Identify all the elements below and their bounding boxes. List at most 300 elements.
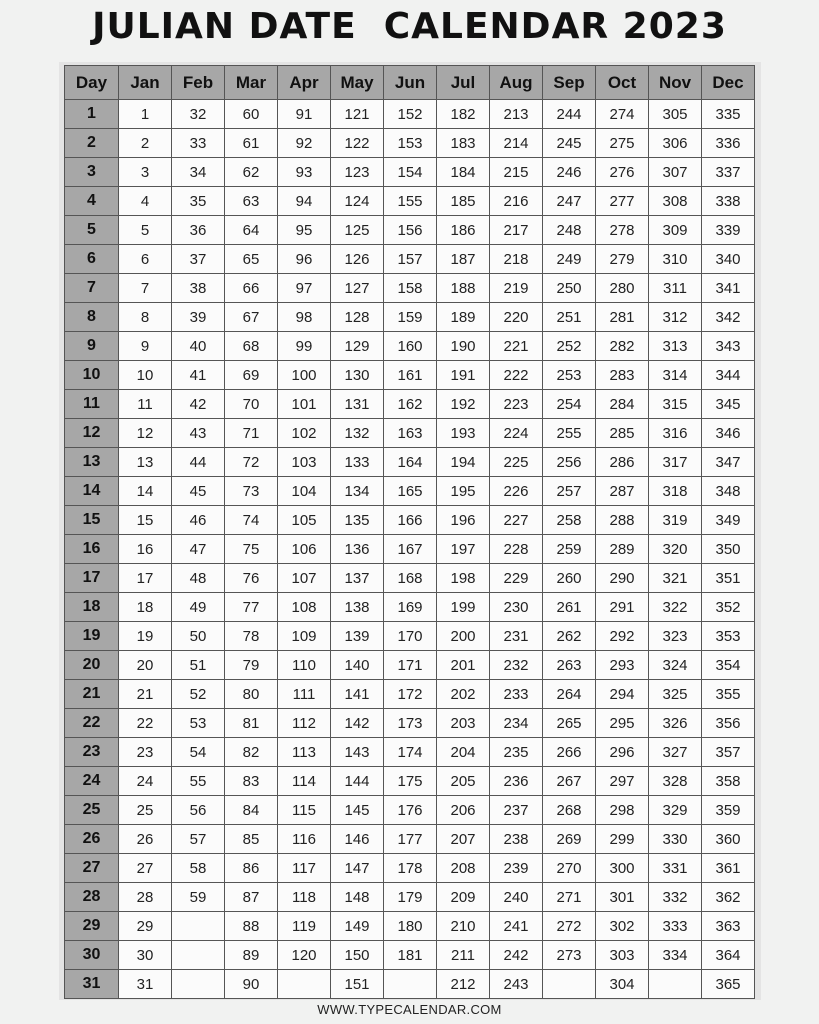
julian-day-cell: 62 — [225, 158, 278, 187]
julian-day-cell: 187 — [437, 245, 490, 274]
julian-day-cell: 290 — [596, 564, 649, 593]
julian-day-cell: 232 — [490, 651, 543, 680]
julian-day-cell: 279 — [596, 245, 649, 274]
julian-day-cell: 86 — [225, 854, 278, 883]
julian-day-cell: 353 — [702, 622, 755, 651]
julian-day-cell: 333 — [649, 912, 702, 941]
julian-day-cell: 174 — [384, 738, 437, 767]
julian-day-cell: 107 — [278, 564, 331, 593]
julian-day-cell: 257 — [543, 477, 596, 506]
julian-day-cell: 128 — [331, 303, 384, 332]
julian-day-cell: 100 — [278, 361, 331, 390]
julian-day-cell: 69 — [225, 361, 278, 390]
julian-day-cell: 3 — [119, 158, 172, 187]
julian-day-cell: 73 — [225, 477, 278, 506]
julian-day-cell: 276 — [596, 158, 649, 187]
table-row — [65, 332, 755, 361]
julian-day-cell: 207 — [437, 825, 490, 854]
julian-day-cell: 219 — [490, 274, 543, 303]
julian-day-cell: 230 — [490, 593, 543, 622]
julian-day-cell: 95 — [278, 216, 331, 245]
julian-day-cell: 115 — [278, 796, 331, 825]
julian-day-cell: 339 — [702, 216, 755, 245]
julian-day-cell: 18 — [119, 593, 172, 622]
julian-day-cell: 171 — [384, 651, 437, 680]
julian-day-cell: 145 — [331, 796, 384, 825]
day-number-cell: 11 — [65, 390, 119, 419]
julian-day-cell: 365 — [702, 970, 755, 999]
table-row — [65, 448, 755, 477]
julian-day-cell: 23 — [119, 738, 172, 767]
julian-day-cell: 303 — [596, 941, 649, 970]
julian-day-cell: 82 — [225, 738, 278, 767]
julian-day-cell: 39 — [172, 303, 225, 332]
julian-day-cell: 340 — [702, 245, 755, 274]
table-row — [65, 419, 755, 448]
julian-day-cell: 177 — [384, 825, 437, 854]
julian-day-cell: 72 — [225, 448, 278, 477]
julian-day-cell: 190 — [437, 332, 490, 361]
julian-day-cell: 123 — [331, 158, 384, 187]
julian-day-cell: 87 — [225, 883, 278, 912]
table-row — [65, 738, 755, 767]
julian-day-cell: 175 — [384, 767, 437, 796]
day-number-cell: 4 — [65, 187, 119, 216]
julian-day-cell: 305 — [649, 100, 702, 129]
table-row — [65, 622, 755, 651]
julian-day-cell: 252 — [543, 332, 596, 361]
day-number-cell: 14 — [65, 477, 119, 506]
julian-day-cell: 216 — [490, 187, 543, 216]
julian-day-cell: 217 — [490, 216, 543, 245]
julian-day-cell: 104 — [278, 477, 331, 506]
julian-day-cell: 138 — [331, 593, 384, 622]
julian-day-cell: 301 — [596, 883, 649, 912]
day-number-cell: 12 — [65, 419, 119, 448]
julian-day-cell: 282 — [596, 332, 649, 361]
julian-day-cell: 146 — [331, 825, 384, 854]
julian-day-cell: 135 — [331, 506, 384, 535]
julian-day-cell: 360 — [702, 825, 755, 854]
header-day: Day — [65, 66, 119, 100]
day-number-cell: 21 — [65, 680, 119, 709]
julian-day-cell: 80 — [225, 680, 278, 709]
julian-day-cell: 112 — [278, 709, 331, 738]
table-row — [65, 941, 755, 970]
julian-day-cell: 362 — [702, 883, 755, 912]
julian-day-cell: 295 — [596, 709, 649, 738]
julian-day-cell: 220 — [490, 303, 543, 332]
julian-day-cell: 162 — [384, 390, 437, 419]
julian-day-cell: 103 — [278, 448, 331, 477]
julian-day-cell: 21 — [119, 680, 172, 709]
julian-day-cell: 111 — [278, 680, 331, 709]
julian-day-cell: 4 — [119, 187, 172, 216]
julian-day-cell: 321 — [649, 564, 702, 593]
julian-day-cell: 83 — [225, 767, 278, 796]
julian-day-cell: 60 — [225, 100, 278, 129]
julian-day-cell: 182 — [437, 100, 490, 129]
header-month: Sep — [543, 66, 596, 100]
julian-day-cell: 52 — [172, 680, 225, 709]
julian-day-cell: 101 — [278, 390, 331, 419]
julian-day-cell: 222 — [490, 361, 543, 390]
julian-day-cell: 289 — [596, 535, 649, 564]
julian-day-cell: 308 — [649, 187, 702, 216]
julian-day-cell: 348 — [702, 477, 755, 506]
julian-day-cell: 259 — [543, 535, 596, 564]
julian-day-cell: 235 — [490, 738, 543, 767]
julian-day-cell: 243 — [490, 970, 543, 999]
julian-day-cell: 25 — [119, 796, 172, 825]
julian-day-cell: 323 — [649, 622, 702, 651]
julian-day-cell: 300 — [596, 854, 649, 883]
julian-day-cell: 265 — [543, 709, 596, 738]
table-row — [65, 129, 755, 158]
julian-day-cell: 302 — [596, 912, 649, 941]
julian-day-cell: 186 — [437, 216, 490, 245]
julian-day-cell: 137 — [331, 564, 384, 593]
julian-day-cell: 352 — [702, 593, 755, 622]
julian-day-cell: 338 — [702, 187, 755, 216]
day-number-cell: 7 — [65, 274, 119, 303]
julian-day-cell: 343 — [702, 332, 755, 361]
julian-day-cell: 345 — [702, 390, 755, 419]
julian-day-cell: 46 — [172, 506, 225, 535]
julian-day-cell: 66 — [225, 274, 278, 303]
julian-day-cell: 85 — [225, 825, 278, 854]
julian-day-cell: 347 — [702, 448, 755, 477]
julian-day-cell: 94 — [278, 187, 331, 216]
julian-day-cell: 278 — [596, 216, 649, 245]
julian-day-cell: 34 — [172, 158, 225, 187]
table-row — [65, 854, 755, 883]
julian-day-cell: 277 — [596, 187, 649, 216]
julian-day-cell: 184 — [437, 158, 490, 187]
julian-day-cell: 327 — [649, 738, 702, 767]
table-row — [65, 564, 755, 593]
julian-day-cell: 233 — [490, 680, 543, 709]
julian-day-cell: 117 — [278, 854, 331, 883]
julian-day-cell: 176 — [384, 796, 437, 825]
julian-day-cell: 311 — [649, 274, 702, 303]
day-number-cell: 26 — [65, 825, 119, 854]
julian-day-cell: 225 — [490, 448, 543, 477]
julian-day-cell: 26 — [119, 825, 172, 854]
julian-day-cell: 163 — [384, 419, 437, 448]
julian-day-cell: 38 — [172, 274, 225, 303]
table-row — [65, 767, 755, 796]
julian-day-cell: 227 — [490, 506, 543, 535]
julian-day-cell: 106 — [278, 535, 331, 564]
julian-day-cell: 332 — [649, 883, 702, 912]
julian-day-cell: 359 — [702, 796, 755, 825]
julian-day-cell: 263 — [543, 651, 596, 680]
julian-day-cell: 272 — [543, 912, 596, 941]
julian-day-cell: 68 — [225, 332, 278, 361]
julian-day-cell: 208 — [437, 854, 490, 883]
julian-day-cell: 17 — [119, 564, 172, 593]
julian-day-cell: 71 — [225, 419, 278, 448]
julian-day-cell — [172, 970, 225, 999]
day-number-cell: 15 — [65, 506, 119, 535]
julian-day-cell: 29 — [119, 912, 172, 941]
julian-day-cell: 284 — [596, 390, 649, 419]
julian-day-cell: 241 — [490, 912, 543, 941]
header-month: Apr — [278, 66, 331, 100]
julian-day-cell: 169 — [384, 593, 437, 622]
julian-day-cell: 325 — [649, 680, 702, 709]
julian-day-cell: 256 — [543, 448, 596, 477]
julian-day-cell: 129 — [331, 332, 384, 361]
julian-day-cell: 139 — [331, 622, 384, 651]
julian-day-cell — [172, 941, 225, 970]
julian-day-cell: 344 — [702, 361, 755, 390]
julian-day-cell: 331 — [649, 854, 702, 883]
julian-day-cell: 116 — [278, 825, 331, 854]
julian-day-cell: 64 — [225, 216, 278, 245]
julian-day-cell: 240 — [490, 883, 543, 912]
julian-day-cell: 179 — [384, 883, 437, 912]
julian-day-cell: 48 — [172, 564, 225, 593]
julian-day-cell: 6 — [119, 245, 172, 274]
julian-day-cell: 75 — [225, 535, 278, 564]
julian-day-cell: 200 — [437, 622, 490, 651]
julian-day-cell: 318 — [649, 477, 702, 506]
julian-day-cell: 170 — [384, 622, 437, 651]
day-number-cell: 20 — [65, 651, 119, 680]
julian-day-cell: 258 — [543, 506, 596, 535]
julian-day-cell: 246 — [543, 158, 596, 187]
julian-day-cell: 296 — [596, 738, 649, 767]
julian-day-cell: 236 — [490, 767, 543, 796]
julian-day-cell: 161 — [384, 361, 437, 390]
julian-day-cell: 88 — [225, 912, 278, 941]
julian-day-cell: 316 — [649, 419, 702, 448]
julian-day-cell: 59 — [172, 883, 225, 912]
table-row — [65, 680, 755, 709]
julian-day-cell: 28 — [119, 883, 172, 912]
day-number-cell: 29 — [65, 912, 119, 941]
julian-day-cell: 354 — [702, 651, 755, 680]
table-row — [65, 477, 755, 506]
julian-day-cell: 133 — [331, 448, 384, 477]
julian-day-cell: 212 — [437, 970, 490, 999]
julian-day-cell: 19 — [119, 622, 172, 651]
julian-day-cell: 14 — [119, 477, 172, 506]
julian-day-cell: 275 — [596, 129, 649, 158]
julian-day-cell: 143 — [331, 738, 384, 767]
julian-day-cell: 108 — [278, 593, 331, 622]
julian-day-cell: 12 — [119, 419, 172, 448]
julian-day-cell: 11 — [119, 390, 172, 419]
julian-day-cell: 253 — [543, 361, 596, 390]
day-number-cell: 18 — [65, 593, 119, 622]
julian-day-cell: 197 — [437, 535, 490, 564]
header-month: Feb — [172, 66, 225, 100]
julian-day-cell: 152 — [384, 100, 437, 129]
julian-day-cell: 203 — [437, 709, 490, 738]
table-row — [65, 593, 755, 622]
footer-website: WWW.TYPECALENDAR.COM — [317, 1002, 502, 1017]
julian-day-cell: 328 — [649, 767, 702, 796]
julian-day-cell: 239 — [490, 854, 543, 883]
julian-day-cell: 226 — [490, 477, 543, 506]
julian-day-cell: 335 — [702, 100, 755, 129]
julian-day-cell: 32 — [172, 100, 225, 129]
julian-day-cell: 254 — [543, 390, 596, 419]
julian-day-cell: 185 — [437, 187, 490, 216]
julian-day-cell: 351 — [702, 564, 755, 593]
julian-day-cell: 342 — [702, 303, 755, 332]
julian-day-cell: 13 — [119, 448, 172, 477]
julian-day-cell: 210 — [437, 912, 490, 941]
table-row — [65, 303, 755, 332]
julian-day-cell: 132 — [331, 419, 384, 448]
julian-day-cell: 361 — [702, 854, 755, 883]
julian-day-cell: 31 — [119, 970, 172, 999]
table-header-row — [65, 66, 755, 100]
day-number-cell: 5 — [65, 216, 119, 245]
julian-day-cell: 51 — [172, 651, 225, 680]
julian-day-cell: 288 — [596, 506, 649, 535]
julian-day-cell: 151 — [331, 970, 384, 999]
julian-day-cell: 172 — [384, 680, 437, 709]
table-row — [65, 535, 755, 564]
julian-day-cell: 193 — [437, 419, 490, 448]
julian-day-cell: 53 — [172, 709, 225, 738]
julian-day-cell: 268 — [543, 796, 596, 825]
julian-day-cell: 358 — [702, 767, 755, 796]
julian-day-cell: 294 — [596, 680, 649, 709]
julian-day-cell: 168 — [384, 564, 437, 593]
julian-day-cell: 150 — [331, 941, 384, 970]
julian-day-cell: 274 — [596, 100, 649, 129]
julian-day-cell: 355 — [702, 680, 755, 709]
julian-day-cell: 74 — [225, 506, 278, 535]
julian-day-cell: 144 — [331, 767, 384, 796]
julian-day-cell: 223 — [490, 390, 543, 419]
julian-day-cell: 157 — [384, 245, 437, 274]
table-row — [65, 158, 755, 187]
julian-day-cell: 180 — [384, 912, 437, 941]
julian-day-cell: 350 — [702, 535, 755, 564]
julian-day-cell: 22 — [119, 709, 172, 738]
julian-day-cell: 307 — [649, 158, 702, 187]
julian-day-cell: 173 — [384, 709, 437, 738]
table-row — [65, 825, 755, 854]
julian-day-cell: 229 — [490, 564, 543, 593]
julian-day-cell: 250 — [543, 274, 596, 303]
julian-day-cell: 334 — [649, 941, 702, 970]
table-row — [65, 796, 755, 825]
julian-day-cell: 330 — [649, 825, 702, 854]
julian-day-cell: 102 — [278, 419, 331, 448]
julian-day-cell: 76 — [225, 564, 278, 593]
julian-day-cell: 304 — [596, 970, 649, 999]
day-number-cell: 1 — [65, 100, 119, 129]
julian-day-cell: 92 — [278, 129, 331, 158]
day-number-cell: 17 — [65, 564, 119, 593]
julian-day-cell: 42 — [172, 390, 225, 419]
julian-day-cell: 98 — [278, 303, 331, 332]
julian-day-cell: 244 — [543, 100, 596, 129]
julian-day-cell: 270 — [543, 854, 596, 883]
julian-day-cell: 346 — [702, 419, 755, 448]
julian-day-cell: 291 — [596, 593, 649, 622]
julian-day-cell: 206 — [437, 796, 490, 825]
julian-day-cell: 315 — [649, 390, 702, 419]
julian-day-cell: 65 — [225, 245, 278, 274]
julian-day-cell: 114 — [278, 767, 331, 796]
julian-day-cell — [649, 970, 702, 999]
julian-day-cell: 40 — [172, 332, 225, 361]
julian-day-cell: 84 — [225, 796, 278, 825]
header-month: Aug — [490, 66, 543, 100]
header-month: Dec — [702, 66, 755, 100]
julian-day-cell: 317 — [649, 448, 702, 477]
julian-day-cell: 283 — [596, 361, 649, 390]
day-number-cell: 6 — [65, 245, 119, 274]
table-row — [65, 651, 755, 680]
julian-day-cell: 341 — [702, 274, 755, 303]
julian-day-cell: 224 — [490, 419, 543, 448]
header-month: Mar — [225, 66, 278, 100]
julian-day-cell: 159 — [384, 303, 437, 332]
julian-day-cell: 298 — [596, 796, 649, 825]
julian-day-cell: 61 — [225, 129, 278, 158]
julian-day-cell: 267 — [543, 767, 596, 796]
header-month: May — [331, 66, 384, 100]
julian-day-cell: 322 — [649, 593, 702, 622]
julian-day-cell: 286 — [596, 448, 649, 477]
julian-day-cell: 363 — [702, 912, 755, 941]
julian-day-cell: 189 — [437, 303, 490, 332]
julian-day-cell: 127 — [331, 274, 384, 303]
table-row — [65, 274, 755, 303]
julian-day-cell: 5 — [119, 216, 172, 245]
julian-day-cell: 126 — [331, 245, 384, 274]
day-number-cell: 13 — [65, 448, 119, 477]
julian-day-cell: 181 — [384, 941, 437, 970]
day-number-cell: 3 — [65, 158, 119, 187]
julian-day-cell: 196 — [437, 506, 490, 535]
julian-day-cell: 54 — [172, 738, 225, 767]
julian-day-cell: 293 — [596, 651, 649, 680]
julian-day-cell: 312 — [649, 303, 702, 332]
julian-day-cell: 221 — [490, 332, 543, 361]
header-month: Jun — [384, 66, 437, 100]
julian-day-cell: 234 — [490, 709, 543, 738]
julian-day-cell: 281 — [596, 303, 649, 332]
julian-day-cell: 202 — [437, 680, 490, 709]
day-number-cell: 8 — [65, 303, 119, 332]
julian-day-cell: 178 — [384, 854, 437, 883]
julian-day-cell: 77 — [225, 593, 278, 622]
julian-day-cell: 79 — [225, 651, 278, 680]
julian-day-cell: 158 — [384, 274, 437, 303]
julian-day-cell: 249 — [543, 245, 596, 274]
julian-day-cell: 81 — [225, 709, 278, 738]
julian-day-cell: 191 — [437, 361, 490, 390]
julian-day-cell: 118 — [278, 883, 331, 912]
julian-day-cell: 136 — [331, 535, 384, 564]
day-number-cell: 2 — [65, 129, 119, 158]
julian-day-cell: 214 — [490, 129, 543, 158]
julian-day-cell: 248 — [543, 216, 596, 245]
julian-day-cell: 215 — [490, 158, 543, 187]
julian-day-cell: 255 — [543, 419, 596, 448]
